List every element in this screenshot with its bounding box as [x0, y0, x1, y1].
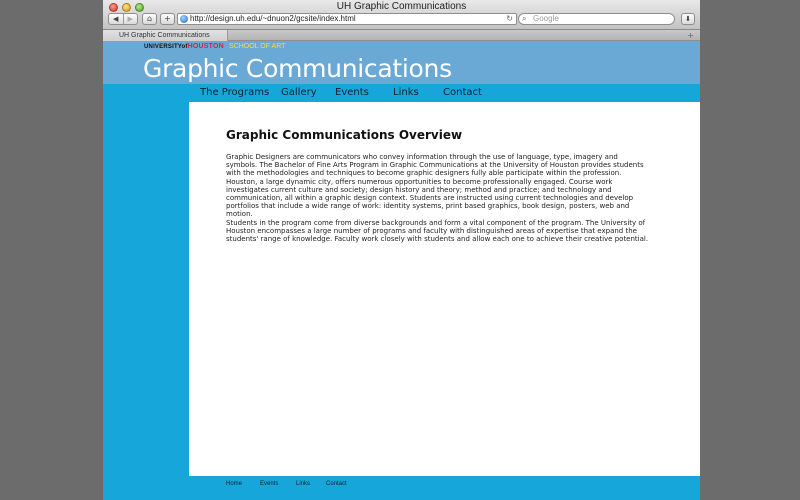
search-field[interactable] [518, 13, 675, 25]
reload-icon[interactable]: ↻ [506, 14, 513, 23]
footer-link-contact[interactable]: Contact [326, 481, 347, 487]
footer-link-events[interactable]: Events [260, 481, 279, 487]
footer-link-links[interactable]: Links [296, 481, 311, 487]
nav-the-programs[interactable]: The Programs [200, 87, 270, 98]
address-bar[interactable] [177, 13, 517, 25]
overview-text [226, 153, 650, 243]
overview-paragraph-1: Graphic Designers are communicators who convey information through the use of language, type, imagery and symbols. The Bachelor of Fine Arts Program in Graphic Communications at the University of Houston provides students with the methodologies and techniques to become graphic designers fully able participate within the profession. Houston, a large dynamic city, offers numerous opportunities to become professionally engaged. Course work investigates current culture and society; design history and theory; method and practice; and technology and communication, all within a graphic design context. Students are instructed using current technologies and develop portfolios that include a wide range of work: identity systems, print based graphics, book design, posters, web and motion. [226, 153, 644, 219]
main-nav [103, 84, 700, 102]
site-footer [103, 476, 700, 500]
overview-paragraph-2: Students in the program come from diverse backgrounds and form a vital component of the program. The University of Houston encompasses a large number of programs and faculty with distinguished areas of expertise that expand the students' range of knowledge. Faculty work closely with students and allow each one to achieve their creative potential. [226, 218, 649, 244]
uh-logo-prefix: UNIVERSITYof [144, 44, 188, 50]
footer-link-home[interactable]: Home [226, 481, 243, 487]
download-icon[interactable]: ⬇ [681, 13, 695, 25]
tab-bar [103, 30, 700, 41]
nav-links[interactable]: Links [393, 87, 419, 98]
nav-gallery[interactable]: Gallery [281, 87, 317, 98]
site-banner [103, 41, 700, 84]
uh-logo[interactable] [144, 43, 224, 50]
home-icon[interactable]: ⌂ [142, 13, 157, 25]
globe-icon [180, 15, 188, 23]
tab-uh-graphic-communications[interactable]: UH Graphic Communications [103, 30, 228, 41]
new-tab-icon[interactable]: + [687, 31, 694, 40]
back-arrow-icon[interactable]: ◀ [113, 15, 119, 23]
search-placeholder: Google [533, 14, 559, 23]
browser-toolbar [103, 0, 700, 30]
uh-logo-name: HOUSTON [187, 43, 224, 50]
content-panel [189, 102, 700, 476]
back-forward-control [108, 13, 138, 25]
add-bookmark-icon[interactable]: + [160, 13, 175, 25]
nav-contact[interactable]: Contact [443, 87, 482, 98]
address-text: http://design.uh.edu/~dnuon2/gcsite/index.html [190, 14, 356, 23]
nav-events[interactable]: Events [335, 87, 369, 98]
site-title: Graphic Communications [143, 54, 452, 83]
page-heading: Graphic Communications Overview [226, 128, 463, 142]
search-icon: ⌕ [522, 14, 527, 23]
school-of-art-label[interactable]: SCHOOL OF ART [229, 43, 286, 50]
toolbar-row [103, 13, 700, 27]
forward-arrow-icon[interactable]: ▶ [123, 14, 138, 24]
browser-window [103, 0, 700, 500]
web-page [103, 41, 700, 500]
window-title: UH Graphic Communications [336, 1, 467, 12]
